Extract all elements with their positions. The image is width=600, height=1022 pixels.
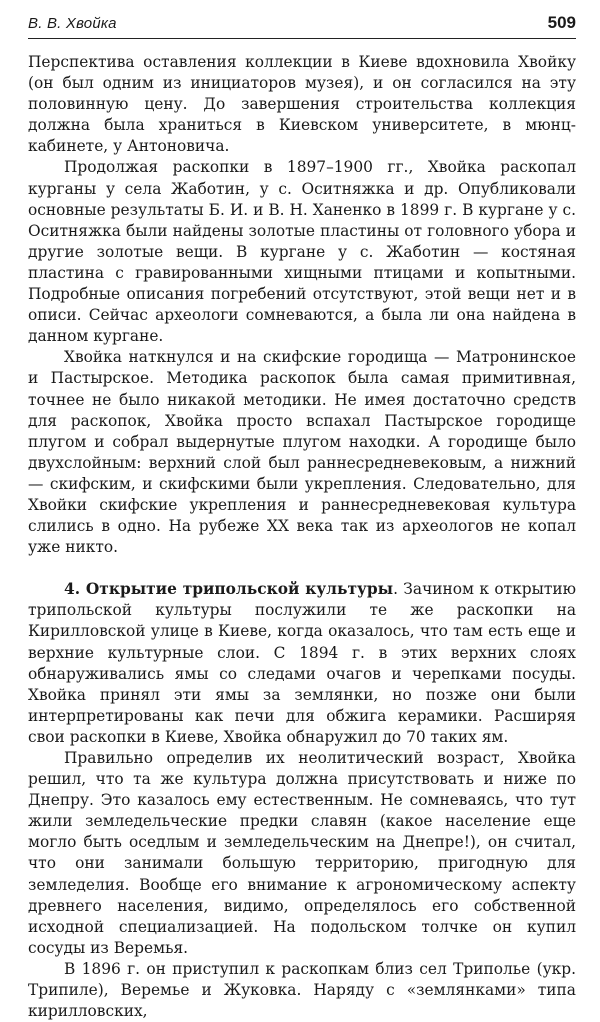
paragraph-scythian-hillforts: Хвойка наткнулся и на скифские городища — Матронинское и Пастырское. Методика раскопок была самая примитивная, точнее не было никакой методики. Не имея достаточно средств для раскопок, Хвойка просто вспахал Пастырское городище плугом и собрал выдернутые плугом находки. А городище было двухслойным: верхний слой был раннесредневековым, а нижний — скифским, и скифскими были укрепления. Следовательно, для Хвойки скифские укрепления и раннесредневековая культура слились в одно. На рубеже XX века так из археологов не копал уже никто.	[28, 348, 576, 557]
paragraph-kurgan-excavations: Продолжая раскопки в 1897–1900 гг., Хвойка раскопал курганы у села Жаботин, у с. Оситняжка и др. Опубликовали основные результаты Б. И. и В. Н. Ханенко в 1899 г. В кургане у с. Оситняжка были найдены золотые пластины от головного убора и другие золотые вещи. В кургане у с. Жаботин — костяная пластина с гравированными хищными птицами и копытными. Подробные описания погребений отсутствуют, этой вещи нет и в описи. Сейчас археологи сомневаются, а была ли она найдена в данном кургане.	[28, 158, 576, 346]
book-page	[28, 0, 576, 1021]
running-head-author: В. В. Хвойка	[28, 15, 117, 32]
paragraph-trypillia-discovery	[28, 579, 576, 748]
body-text	[28, 52, 576, 1022]
page-number: 509	[547, 13, 576, 32]
paragraph-trypillia-excavations: В 1896 г. он приступил к раскопкам близ сел Триполье (укр. Трипиле), Веремье и Жуковка. Наряду с «землянками» типа кирилловских,	[28, 959, 576, 1021]
section-intro-text: . Зачином к открытию трипольской культуры послужили те же раскопки на Кирилловской улице в Киеве, когда оказалось, что там есть еще и верхние культурные слои. С 1894 г. в этих верхних слоях обнаруживались ямы со следами очагов и черепками посуды. Хвойка принял эти ямы за землянки, но позже они были интерпретированы как печи для обжига керамики. Расширяя свои раскопки в Киеве, Хвойка обнаружил до 70 таких ям.	[28, 580, 576, 746]
paragraph-collection-kiev: Перспектива оставления коллекции в Киеве вдохновила Хвойку (он был одним из инициаторов музея), и он согласился на эту половинную цену. До завершения строительства коллекция должна была храниться в Киевском университете, в мюнц-кабинете, у Антоновича.	[28, 53, 576, 156]
running-header	[28, 8, 576, 39]
paragraph-neolithic-age: Правильно определив их неолитический возраст, Хвойка решил, что та же культура должна присутствовать и ниже по Днепру. Это казалось ему естественным. Не сомневаясь, что тут жили земледельческие предки славян (какое население еще могло быть оседлым и земледельческим на Днепре!), он считал, что они занимали большую территорию, пригодную для земледелия. Вообще его внимание к агрономическому аспекту древнего населения, видимо, определялось его собственной исходной специализацией. На подольском толчке он купил сосуды из Веремья.	[28, 749, 576, 957]
section-heading: 4. Открытие трипольской культуры	[64, 580, 394, 599]
